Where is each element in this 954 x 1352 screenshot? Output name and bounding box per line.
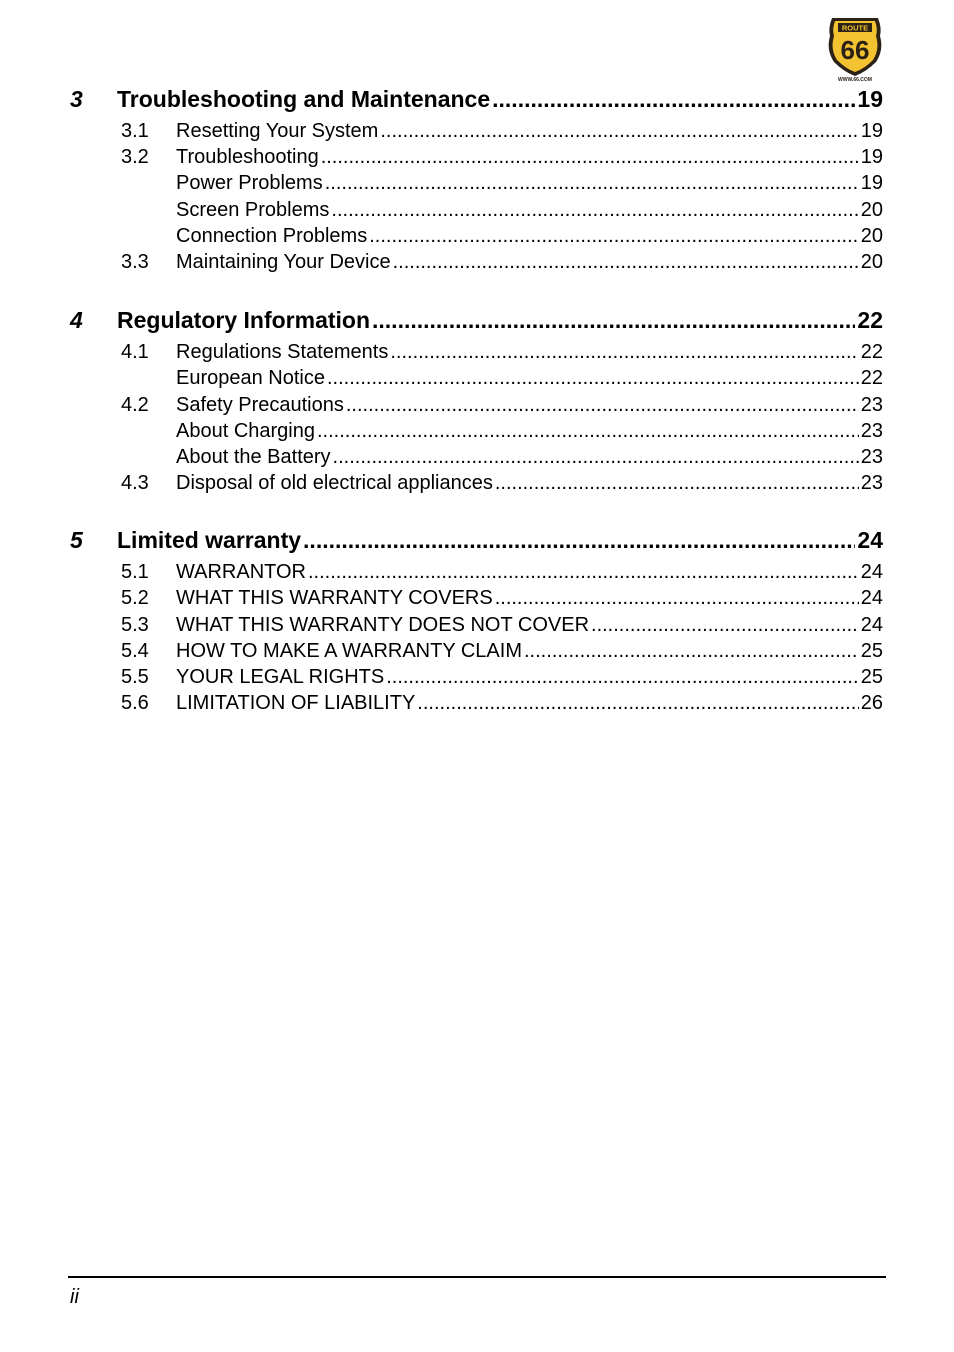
toc-subentry[interactable] (70, 223, 883, 249)
toc-entry[interactable] (70, 339, 883, 365)
entry-title: Regulations Statements (176, 341, 389, 364)
dot-leader (346, 392, 859, 418)
chapter-title: Troubleshooting and Maintenance (117, 86, 491, 112)
entry-page: 19 (860, 146, 883, 169)
dot-leader (321, 144, 859, 170)
toc-entry[interactable] (70, 249, 883, 275)
entry-number: 3.2 (121, 146, 149, 169)
toc-entry[interactable] (70, 585, 883, 611)
entry-number: 5.5 (121, 666, 149, 688)
dot-leader (495, 470, 859, 496)
toc-chapter-3 (70, 84, 883, 275)
chapter-number: 3 (70, 86, 83, 112)
toc-subentry[interactable] (70, 365, 883, 391)
dot-leader (390, 339, 858, 365)
entry-page: 25 (860, 666, 883, 688)
entry-page: 22 (860, 367, 883, 390)
entry-page: 19 (860, 172, 883, 195)
dot-leader (591, 612, 859, 638)
entry-page: 24 (860, 561, 883, 584)
entry-title: About Charging (176, 419, 315, 442)
chapter-page: 19 (857, 86, 883, 112)
toc-subentry[interactable] (70, 170, 883, 196)
dot-leader (325, 170, 859, 196)
toc-entry[interactable] (70, 612, 883, 638)
chapter-number: 4 (70, 307, 83, 334)
dot-leader (393, 249, 859, 275)
route66-logo (826, 14, 884, 82)
dot-leader (308, 559, 859, 585)
toc-entry[interactable] (70, 392, 883, 418)
chapter-title: Limited warranty (117, 527, 302, 554)
dot-leader (303, 525, 855, 555)
toc-subentry[interactable] (70, 197, 883, 223)
entry-number: 5.4 (121, 639, 149, 662)
chapter-page: 24 (857, 527, 883, 554)
toc-entry[interactable] (70, 664, 883, 690)
footer-page-number: ii (70, 1286, 79, 1308)
entry-number: 4.2 (121, 393, 149, 416)
toc-subentry[interactable] (70, 444, 883, 470)
entry-page: 19 (860, 120, 883, 142)
toc-chapter-4 (70, 305, 883, 496)
dot-leader (380, 118, 858, 144)
toc-chapter-heading[interactable] (70, 305, 883, 335)
dot-leader (417, 690, 858, 716)
entry-title: WHAT THIS WARRANTY COVERS (176, 587, 493, 610)
entry-page: 23 (860, 419, 883, 442)
dot-leader (372, 305, 855, 335)
dot-leader (524, 638, 859, 664)
logo-url: WWW.66.COM (838, 77, 872, 82)
chapter-number: 5 (70, 527, 83, 554)
toc-chapter-heading[interactable] (70, 525, 883, 555)
entry-number: 3.3 (121, 250, 149, 273)
chapter-title: Regulatory Information (117, 307, 371, 334)
entry-page: 25 (860, 639, 883, 662)
entry-number: 4.3 (121, 472, 149, 495)
entry-title: Disposal of old electrical appliances (176, 472, 493, 495)
entry-title: Safety Precautions (176, 393, 344, 416)
entry-title: Maintaining Your Device (176, 250, 391, 273)
entry-title: Connection Problems (176, 224, 368, 247)
entry-title: Resetting Your System (176, 120, 379, 142)
toc-entry[interactable] (70, 638, 883, 664)
dot-leader (333, 444, 859, 470)
toc-subentry[interactable] (70, 418, 883, 444)
dot-leader (327, 365, 859, 391)
toc-entry[interactable] (70, 470, 883, 496)
entry-title: Troubleshooting (176, 146, 319, 169)
toc-chapter-5 (70, 525, 883, 716)
entry-number: 5.3 (121, 613, 149, 636)
entry-title: European Notice (176, 367, 325, 390)
entry-number: 3.1 (121, 120, 149, 142)
dot-leader (386, 664, 859, 690)
entry-page: 23 (860, 393, 883, 416)
logo-top-text: ROUTE (841, 23, 869, 33)
entry-page: 26 (860, 692, 883, 715)
entry-page: 20 (860, 224, 883, 247)
toc-chapter-heading[interactable] (70, 84, 883, 114)
entry-title: WHAT THIS WARRANTY DOES NOT COVER (176, 613, 590, 636)
dot-leader (331, 197, 858, 223)
toc-entry[interactable] (70, 144, 883, 170)
logo-number: 66 (840, 35, 870, 65)
entry-page: 23 (860, 445, 883, 468)
entry-page: 24 (860, 587, 883, 610)
entry-number: 5.1 (121, 561, 149, 584)
dot-leader (317, 418, 859, 444)
entry-page: 22 (860, 341, 883, 364)
entry-number: 5.2 (121, 587, 149, 610)
entry-title: LIMITATION OF LIABILITY (176, 692, 416, 715)
entry-page: 24 (860, 613, 883, 636)
entry-title: Power Problems (176, 172, 323, 195)
dot-leader (495, 585, 859, 611)
entry-title: YOUR LEGAL RIGHTS (176, 666, 385, 688)
footer-divider (68, 1276, 886, 1278)
entry-number: 4.1 (121, 341, 149, 364)
entry-title: About the Battery (176, 445, 331, 468)
dot-leader (492, 84, 855, 114)
entry-page: 20 (860, 250, 883, 273)
entry-number: 5.6 (121, 692, 149, 715)
table-of-contents (70, 84, 883, 716)
toc-entry[interactable] (70, 690, 883, 716)
toc-entry[interactable] (70, 118, 883, 144)
entry-title: WARRANTOR (176, 561, 306, 584)
entry-title: Screen Problems (176, 198, 330, 221)
chapter-page: 22 (857, 307, 883, 334)
entry-page: 20 (860, 198, 883, 221)
dot-leader (369, 223, 859, 249)
entry-title: HOW TO MAKE A WARRANTY CLAIM (176, 639, 522, 662)
toc-entry[interactable] (70, 559, 883, 585)
entry-page: 23 (860, 472, 883, 495)
